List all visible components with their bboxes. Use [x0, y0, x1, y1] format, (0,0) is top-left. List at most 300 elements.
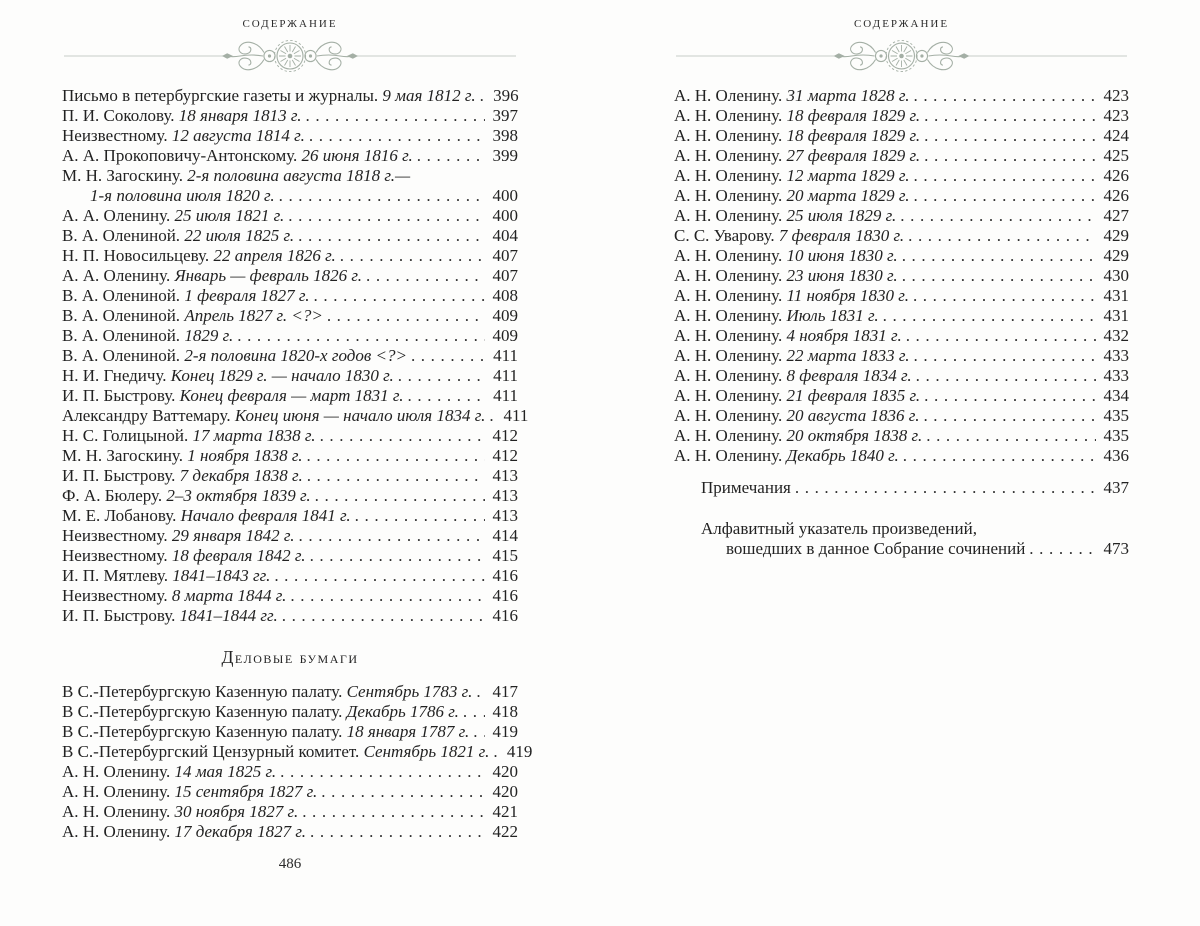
toc-entry [674, 326, 1129, 346]
entry-addressee: А. Н. Оленину. [674, 86, 783, 105]
entry-page-number: 413 [492, 506, 518, 525]
toc-entry-line [62, 286, 518, 306]
entry-date: 17 марта 1838 г. [192, 426, 316, 445]
toc-entry-line [674, 539, 1129, 559]
entry-date: 26 июня 1816 г. [301, 146, 413, 165]
entry-label [674, 206, 896, 226]
entry-label [674, 326, 902, 346]
entry-label [62, 166, 410, 186]
toc-entry-line [62, 106, 518, 126]
toc-entry [62, 486, 518, 506]
entry-date: 12 марта 1829 г. [786, 166, 910, 185]
entry-date: Декабрь 1840 г. [786, 446, 899, 465]
toc-entry-line [674, 206, 1129, 226]
entry-continuation: 1-я половина июля 1820 г. [90, 186, 275, 205]
toc-entry [62, 126, 518, 146]
toc-entry-line [62, 682, 518, 702]
entry-label [62, 346, 407, 366]
entry-addressee: А. Н. Оленину. [674, 306, 783, 325]
entry-page-number: 416 [492, 606, 518, 625]
entry-page-number: 429 [1103, 226, 1129, 245]
toc-entry-line [674, 306, 1129, 326]
entry-page-number: 411 [503, 406, 529, 425]
dot-leader [320, 426, 485, 446]
entry-label [62, 326, 233, 346]
toc-entry [674, 206, 1129, 226]
toc-entry [674, 519, 1129, 559]
toc-entry [674, 306, 1129, 326]
entry-addressee: В. А. Олениной. [62, 306, 181, 325]
toc-entry-line [674, 106, 1129, 126]
toc-entry [62, 506, 518, 526]
entry-page-number: 415 [492, 546, 518, 565]
entry-page-number: 407 [492, 246, 518, 265]
dot-leader [279, 186, 485, 206]
entry-page-number: 434 [1103, 386, 1129, 405]
toc-entry [674, 386, 1129, 406]
toc-entry [674, 478, 1129, 498]
toc-entry [62, 446, 518, 466]
entry-label [674, 386, 920, 406]
entry-label [62, 466, 303, 486]
dot-leader [366, 266, 485, 286]
entry-addressee: М. Е. Лобанову. [62, 506, 177, 525]
entry-addressee: Неизвестному. [62, 526, 168, 545]
toc-entry-line [62, 586, 518, 606]
running-head: СОДЕРЖАНИЕ [853, 18, 950, 30]
dot-leader [315, 486, 485, 506]
toc-entry [674, 406, 1129, 426]
dot-leader [916, 366, 1096, 386]
dot-leader [913, 186, 1096, 206]
toc-entry-line [62, 126, 518, 146]
toc-entry [674, 226, 1129, 246]
entry-date: 4 ноября 1831 г. [786, 326, 902, 345]
dot-leader [306, 446, 485, 466]
dot-leader [282, 606, 485, 626]
entry-date: 20 августа 1836 г. [786, 406, 920, 425]
toc-list-back-matter [674, 478, 1129, 559]
entry-addressee: Неизвестному. [62, 126, 168, 145]
entry-date: 9 мая 1812 г. [382, 86, 476, 105]
entry-label [62, 206, 284, 226]
entry-page-number: 473 [1103, 539, 1129, 558]
entry-page-number: 408 [492, 286, 518, 305]
entry-label [701, 519, 977, 539]
entry-addressee: А. Н. Оленину. [674, 166, 783, 185]
toc-entry-line [62, 166, 518, 186]
entry-addressee: А. А. Оленину. [62, 266, 171, 285]
toc-entry-line [62, 466, 518, 486]
toc-entry-line [62, 702, 518, 722]
entry-label [674, 106, 920, 126]
toc-entry-line [674, 126, 1129, 146]
section-heading: Деловые бумаги [221, 647, 359, 667]
toc-entry-line [62, 486, 518, 506]
dot-leader [302, 802, 485, 822]
entry-date: 8 марта 1844 г. [171, 586, 287, 605]
entry-page-number: 421 [492, 802, 518, 821]
entry-label [62, 286, 310, 306]
right-page [674, 18, 1129, 559]
dot-leader [489, 406, 495, 426]
entry-date: 18 февраля 1829 г. [786, 126, 921, 145]
entry-page-number: 422 [492, 822, 518, 841]
toc-entry [674, 126, 1129, 146]
dot-leader [327, 306, 485, 326]
dot-leader [913, 166, 1096, 186]
entry-date: 1 февраля 1827 г. [184, 286, 310, 305]
toc-entry-line [674, 346, 1129, 366]
dot-leader [274, 566, 485, 586]
toc-entry-line [674, 386, 1129, 406]
entry-date: 23 июня 1830 г. [786, 266, 898, 285]
entry-page-number: 426 [1103, 166, 1129, 185]
dot-leader [1029, 539, 1096, 559]
entry-page-number: 409 [492, 306, 518, 325]
toc-entry-line [62, 346, 518, 366]
dot-leader [280, 762, 485, 782]
entry-label [674, 246, 898, 266]
entry-date: 11 ноября 1830 г. [786, 286, 909, 305]
entry-addressee: И. П. Быстрову. [62, 386, 176, 405]
entry-addressee: А. Н. Оленину. [62, 822, 171, 841]
toc-entry-line [62, 802, 518, 822]
entry-date: 10 июня 1830 г. [786, 246, 898, 265]
toc-entry-line [62, 146, 518, 166]
entry-label [62, 106, 301, 126]
toc-entry [674, 166, 1129, 186]
toc-entry [674, 146, 1129, 166]
entry-label [62, 306, 323, 326]
entry-addressee: А. Н. Оленину. [674, 126, 783, 145]
entry-label [62, 526, 295, 546]
entry-date: 7 декабря 1838 г. [179, 466, 303, 485]
entry-date: Конец 1829 г. — начало 1830 г. [170, 366, 394, 385]
dot-leader [307, 466, 485, 486]
entry-label [674, 126, 920, 146]
entry-addressee: А. Н. Оленину. [674, 206, 783, 225]
entry-date: 17 декабря 1827 г. [174, 822, 306, 841]
entry-label [701, 478, 791, 498]
entry-date: Конец июня — начало июля 1834 г. [234, 406, 486, 425]
entry-addressee: Письмо в петербургские газеты и журналы. [62, 86, 379, 105]
toc-entry-line [62, 386, 518, 406]
toc-entry [62, 226, 518, 246]
running-head: СОДЕРЖАНИЕ [242, 18, 338, 30]
toc-entry [62, 762, 518, 782]
toc-entry-line [674, 286, 1129, 306]
entry-date: 22 апреля 1826 г. [213, 246, 336, 265]
entry-label [674, 286, 909, 306]
dot-leader [480, 86, 486, 106]
entry-date: Конец февраля — март 1831 г. [179, 386, 404, 405]
dot-leader [310, 822, 485, 842]
entry-page-number: 400 [492, 186, 518, 205]
entry-label [62, 446, 302, 466]
entry-addressee: А. Н. Оленину. [674, 386, 783, 405]
entry-addressee: А. А. Оленину. [62, 206, 171, 225]
ornament-divider [674, 34, 1129, 78]
entry-date: 7 февраля 1830 г. [778, 226, 905, 245]
entry-date: 20 марта 1829 г. [786, 186, 910, 205]
entry-label [62, 486, 311, 506]
entry-addressee: А. Н. Оленину. [62, 762, 171, 781]
entry-addressee: В. А. Олениной. [62, 326, 181, 345]
entry-page-number: 412 [492, 446, 518, 465]
entry-date: 27 февраля 1829 г. [786, 146, 921, 165]
toc-entry [62, 346, 518, 366]
entry-date: 2-я половина августа 1818 г.— [187, 166, 411, 185]
entry-page-number: 400 [492, 206, 518, 225]
entry-page-number: 416 [492, 566, 518, 585]
toc-entry [674, 186, 1129, 206]
dot-leader [913, 286, 1096, 306]
dot-leader [288, 206, 485, 226]
dot-leader [908, 226, 1096, 246]
entry-date: 25 июля 1821 г. [174, 206, 285, 225]
dot-leader [298, 226, 485, 246]
entry-addressee: И. П. Мятлеву. [62, 566, 169, 585]
entry-page-number: 431 [1103, 306, 1129, 325]
toc-entry-line [62, 326, 518, 346]
entry-label [674, 306, 879, 326]
dot-leader [321, 782, 485, 802]
entry-date: Сентябрь 1821 г. [363, 742, 490, 761]
toc-entry [62, 86, 518, 106]
entry-label [62, 226, 294, 246]
entry-addressee: А. Н. Оленину. [674, 186, 783, 205]
toc-entry [62, 702, 518, 722]
toc-entry-line [62, 762, 518, 782]
toc-entry [62, 586, 518, 606]
entry-date: 25 июля 1829 г. [786, 206, 897, 225]
entry-date: 1841–1844 гг. [179, 606, 278, 625]
entry-date: 1 ноября 1838 г. [187, 446, 303, 465]
entry-page-number: 419 [492, 722, 518, 741]
entry-addressee: А. Н. Оленину. [674, 246, 783, 265]
dot-leader [926, 426, 1096, 446]
entry-addressee: В. А. Олениной. [62, 286, 181, 305]
dot-leader [355, 506, 485, 526]
toc-entry [62, 246, 518, 266]
entry-page-number: 418 [492, 702, 518, 721]
dot-leader [913, 86, 1096, 106]
entry-addressee: А. Н. Оленину. [674, 106, 783, 125]
entry-addressee: Ф. А. Бюлеру. [62, 486, 163, 505]
toc-list-letters [62, 86, 529, 626]
entry-label [674, 266, 898, 286]
entry-page-number: 424 [1103, 126, 1129, 145]
entry-page-number: 431 [1103, 286, 1129, 305]
entry-page-number: 397 [492, 106, 518, 125]
toc-entry [62, 782, 518, 802]
entry-addressee: Н. И. Гнедичу. [62, 366, 167, 385]
entry-page-number: 426 [1103, 186, 1129, 205]
dot-leader [902, 246, 1096, 266]
toc-entry-line [674, 186, 1129, 206]
entry-page-number: 429 [1103, 246, 1129, 265]
entry-date: 8 февраля 1834 г. [786, 366, 912, 385]
dot-leader [903, 446, 1096, 466]
toc-entry-line [674, 426, 1129, 446]
entry-addressee: В С.-Петербургскую Казенную палату. [62, 722, 343, 741]
toc-entry [674, 366, 1129, 386]
toc-entry-line [62, 446, 518, 466]
toc-entry [62, 166, 518, 206]
toc-entry [62, 386, 518, 406]
dot-leader [398, 366, 485, 386]
dot-leader [900, 206, 1096, 226]
entry-date: 18 февраля 1842 г. [171, 546, 306, 565]
entry-date: 18 января 1787 г. [346, 722, 470, 741]
entry-page-number: 433 [1103, 366, 1129, 385]
toc-entry-line [62, 86, 518, 106]
entry-label [62, 126, 305, 146]
entry-page-number: 404 [492, 226, 518, 245]
entry-page-number: 417 [492, 682, 518, 701]
entry-page-number: 420 [492, 782, 518, 801]
entry-label [62, 682, 472, 702]
entry-date: 18 января 1813 г. [178, 106, 302, 125]
entry-addressee: А. Н. Оленину. [674, 406, 783, 425]
page-number: 486 [278, 856, 302, 872]
entry-addressee: В. А. Олениной. [62, 346, 181, 365]
dot-leader [924, 126, 1096, 146]
entry-date: 21 февраля 1835 г. [786, 386, 921, 405]
entry-addressee: В С.-Петербургский Цензурный комитет. [62, 742, 360, 761]
toc-entry [674, 246, 1129, 266]
dot-leader [906, 326, 1096, 346]
entry-addressee: Примечания [701, 478, 791, 497]
dot-leader [923, 406, 1096, 426]
entry-label [62, 722, 469, 742]
entry-label [674, 186, 909, 206]
entry-addressee: А. Н. Оленину. [674, 146, 783, 165]
toc-entry [62, 286, 518, 306]
entry-page-number: 420 [492, 762, 518, 781]
entry-label [62, 742, 489, 762]
dot-leader [924, 146, 1096, 166]
entry-page-number: 407 [492, 266, 518, 285]
toc-entry [62, 406, 529, 426]
toc-entry [674, 86, 1129, 106]
dot-leader [913, 346, 1096, 366]
entry-addressee: А. Н. Оленину. [62, 802, 171, 821]
dot-leader [473, 722, 485, 742]
entry-page-number: 423 [1103, 86, 1129, 105]
entry-page-number: 432 [1103, 326, 1129, 345]
entry-label [674, 86, 909, 106]
entry-date: 18 февраля 1829 г. [786, 106, 921, 125]
entry-page-number: 398 [492, 126, 518, 145]
entry-label [674, 226, 904, 246]
toc-entry-line [62, 226, 518, 246]
entry-addressee: Алфавитный указатель произведений, [701, 519, 977, 538]
entry-addressee: Александру Ваттемару. [62, 406, 231, 425]
entry-label [62, 386, 404, 406]
dot-leader [314, 286, 485, 306]
dot-leader [476, 682, 485, 702]
toc-entry-line [62, 722, 518, 742]
toc-entry-line [674, 146, 1129, 166]
toc-entry-line [674, 326, 1129, 346]
toc-entry [62, 366, 518, 386]
dot-leader [795, 478, 1096, 498]
entry-page-number: 409 [492, 326, 518, 345]
entry-page-number: 412 [492, 426, 518, 445]
dot-leader [340, 246, 485, 266]
toc-entry-line [62, 546, 518, 566]
toc-entry [674, 446, 1129, 466]
toc-entry [62, 466, 518, 486]
entry-addressee: М. Н. Загоскину. [62, 166, 183, 185]
toc-entry-line [62, 186, 518, 206]
dot-leader [924, 106, 1096, 126]
toc-entry-line [62, 206, 518, 226]
entry-page-number: 399 [492, 146, 518, 165]
entry-addressee: А. Н. Оленину. [62, 782, 171, 801]
toc-entry-line [62, 266, 518, 286]
entry-date: 29 января 1842 г. [171, 526, 295, 545]
toc-entry [62, 822, 518, 842]
entry-label [62, 146, 413, 166]
entry-addressee: А. Н. Оленину. [674, 326, 783, 345]
entry-label [674, 366, 912, 386]
entry-label [674, 146, 920, 166]
toc-entry [674, 266, 1129, 286]
entry-label [62, 822, 306, 842]
dot-leader [299, 526, 485, 546]
entry-date: 2–3 октября 1839 г. [166, 486, 311, 505]
entry-page-number: 419 [506, 742, 533, 761]
entry-page-number: 430 [1103, 266, 1129, 285]
entry-label [62, 246, 336, 266]
toc-entry [62, 306, 518, 326]
entry-addressee: А. Н. Оленину. [674, 346, 783, 365]
entry-page-number: 413 [492, 486, 518, 505]
entry-page-number: 436 [1103, 446, 1129, 465]
entry-date: 15 сентября 1827 г. [174, 782, 318, 801]
entry-page-number: 433 [1103, 346, 1129, 365]
entry-date: 12 августа 1814 г. [171, 126, 305, 145]
dot-leader [463, 702, 485, 722]
toc-entry-line [62, 506, 518, 526]
entry-addressee: И. П. Быстрову. [62, 466, 176, 485]
toc-entry [62, 682, 518, 702]
entry-addressee: Неизвестному. [62, 586, 168, 605]
toc-entry [62, 146, 518, 166]
toc-entry [62, 526, 518, 546]
toc-entry-line [62, 566, 518, 586]
toc-entry-line [674, 246, 1129, 266]
entry-label [62, 586, 286, 606]
dot-leader [237, 326, 485, 346]
entry-page-number: 416 [492, 586, 518, 605]
entry-addressee: Н. П. Новосильцеву. [62, 246, 210, 265]
toc-entry-line [62, 822, 518, 842]
entry-page-number: 427 [1103, 206, 1129, 225]
entry-label [62, 506, 351, 526]
entry-page-number: 425 [1103, 146, 1129, 165]
entry-label [62, 762, 276, 782]
toc-entry-line [674, 226, 1129, 246]
toc-entry [62, 546, 518, 566]
toc-entry-line [674, 86, 1129, 106]
toc-entry [62, 426, 518, 446]
entry-label [62, 782, 317, 802]
entry-label [62, 566, 270, 586]
